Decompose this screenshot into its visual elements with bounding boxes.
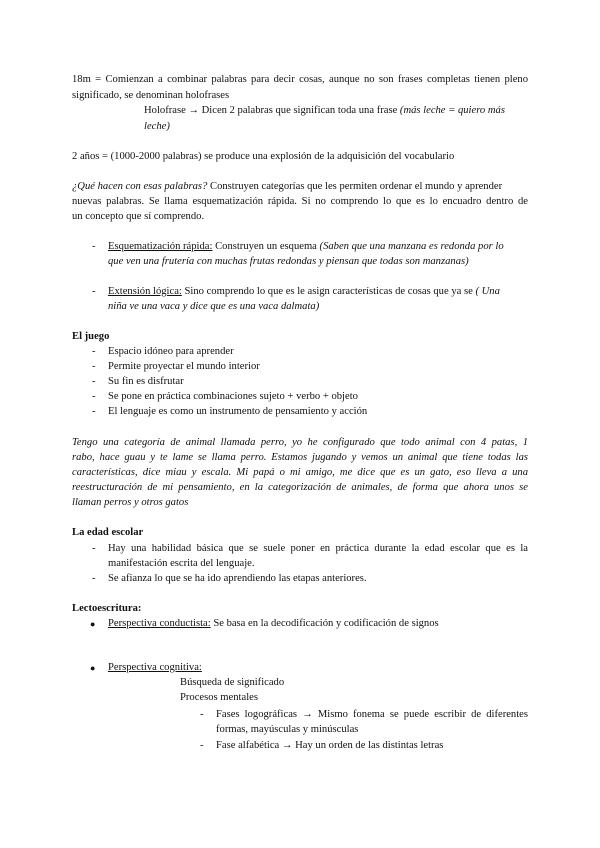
question-line-2: nuevas palabras. Se llama esquematización rápida. Si no comprendo lo que es lo encuadro dentro de bbox=[72, 196, 528, 207]
juego-item: Se pone en práctica combinaciones sujeto + verbo + objeto bbox=[108, 391, 358, 402]
question-answer: Construyen categorías que les permiten ordenar el mundo y aprender bbox=[207, 181, 503, 192]
cognitiva-title: Perspectiva cognitiva: bbox=[108, 662, 202, 673]
holofrase-example-cont: leche) bbox=[144, 121, 170, 132]
extension-text: Sino comprendo lo que es le asign características de cosas que ya se bbox=[181, 286, 476, 297]
holofrase-example: (más leche = quiero más bbox=[399, 105, 505, 116]
dash-marker: - bbox=[200, 709, 204, 720]
conductista-text: Se basa en la decodificación y codificación de signos bbox=[210, 618, 439, 629]
italic-paragraph-line: rabo, hace guau y te lame se llama perro. Estamos jugando y vemos un animal que tiene todas las bbox=[72, 452, 528, 463]
italic-paragraph-line: Tengo una categoría de animal llamada perro, yo he configurado que todo animal con 4 patas, 1 bbox=[72, 437, 528, 448]
intro-line-2: significado, se denominan holofrases bbox=[72, 90, 230, 101]
dash-marker: - bbox=[92, 391, 96, 402]
conductista-title: Perspectiva conductista: bbox=[108, 618, 211, 629]
busqueda-line: Búsqueda de significado bbox=[180, 677, 285, 688]
dash-marker: - bbox=[92, 346, 96, 357]
dash-marker: - bbox=[92, 376, 96, 387]
juego-heading: El juego bbox=[72, 331, 110, 342]
esquematizacion-title: Esquematización rápida: bbox=[108, 241, 213, 252]
question-line-1 bbox=[72, 180, 502, 194]
dash-marker: - bbox=[200, 740, 204, 751]
dash-marker: - bbox=[92, 361, 96, 372]
fases-logograficas-line-1: Fases logográficas → Mismo fonema se puede escribir de diferentes bbox=[216, 709, 528, 720]
bullet-marker: ● bbox=[90, 663, 96, 673]
edad-escolar-heading: La edad escolar bbox=[72, 527, 144, 538]
dash-marker: - bbox=[92, 286, 96, 297]
dash-marker: - bbox=[92, 406, 96, 417]
question-line-3: un concepto que sí comprendo. bbox=[72, 211, 205, 222]
extension-line-1 bbox=[108, 285, 500, 299]
italic-paragraph-line: características, dice miau y escala. Mi papá o mi amigo, me dice que es un gato, eso lleva a una bbox=[72, 467, 528, 478]
esquematizacion-example: (Saben que una manzana es redonda por lo bbox=[319, 241, 504, 252]
dash-marker: - bbox=[92, 241, 96, 252]
juego-item: Su fin es disfrutar bbox=[108, 376, 184, 387]
procesos-line: Procesos mentales bbox=[180, 692, 258, 703]
edad-escolar-item-1-cont: manifestación escrita del lenguaje. bbox=[108, 558, 255, 569]
dash-marker: - bbox=[92, 573, 96, 584]
dash-marker: - bbox=[92, 543, 96, 554]
conductista-line bbox=[108, 617, 439, 631]
juego-item: Permite proyectar el mundo interior bbox=[108, 361, 260, 372]
esquematizacion-line-1 bbox=[108, 240, 504, 254]
question-text: ¿Qué hacen con esas palabras? bbox=[72, 181, 208, 192]
extension-example: ( Una bbox=[475, 286, 500, 297]
bullet-marker: ● bbox=[90, 619, 96, 629]
two-years-line: 2 años = (1000-2000 palabras) se produce una explosión de la adquisición del vocabulario bbox=[72, 151, 455, 162]
edad-escolar-item-2: Se afianza lo que se ha ido aprendiendo las etapas anteriores. bbox=[108, 573, 367, 584]
juego-item: El lenguaje es como un instrumento de pensamiento y acción bbox=[108, 406, 368, 417]
fase-alfabetica-line: Fase alfabética → Hay un orden de las distintas letras bbox=[216, 740, 444, 751]
holofrase-line bbox=[144, 104, 505, 118]
holofrase-text: Holofrase → Dicen 2 palabras que significan toda una frase bbox=[144, 105, 400, 116]
edad-escolar-item-1: Hay una habilidad básica que se suele poner en práctica durante la edad escolar que es la bbox=[108, 543, 528, 554]
intro-line-1: 18m = Comienzan a combinar palabras para decir cosas, aunque no son frases completas tienen pleno bbox=[72, 74, 528, 85]
juego-item: Espacio idóneo para aprender bbox=[108, 346, 234, 357]
fases-logograficas-line-2: formas, mayúsculas y minúsculas bbox=[216, 724, 359, 735]
lectoescritura-heading: Lectoescritura: bbox=[72, 603, 142, 614]
extension-line-2: niña ve una vaca y dice que es una vaca dalmata) bbox=[108, 301, 320, 312]
extension-title: Extensión lógica: bbox=[108, 286, 182, 297]
italic-paragraph-line: reestructuración de mi pensamiento, en la categorización de animales, de forma que ahora unos se bbox=[72, 482, 528, 493]
esquematizacion-text: Construyen un esquema bbox=[212, 241, 320, 252]
esquematizacion-line-2: que ven una frutería con muchas frutas redondas y piensan que todas son manzanas) bbox=[108, 256, 469, 267]
italic-paragraph-line: llaman perros y otros gatos bbox=[72, 497, 189, 508]
